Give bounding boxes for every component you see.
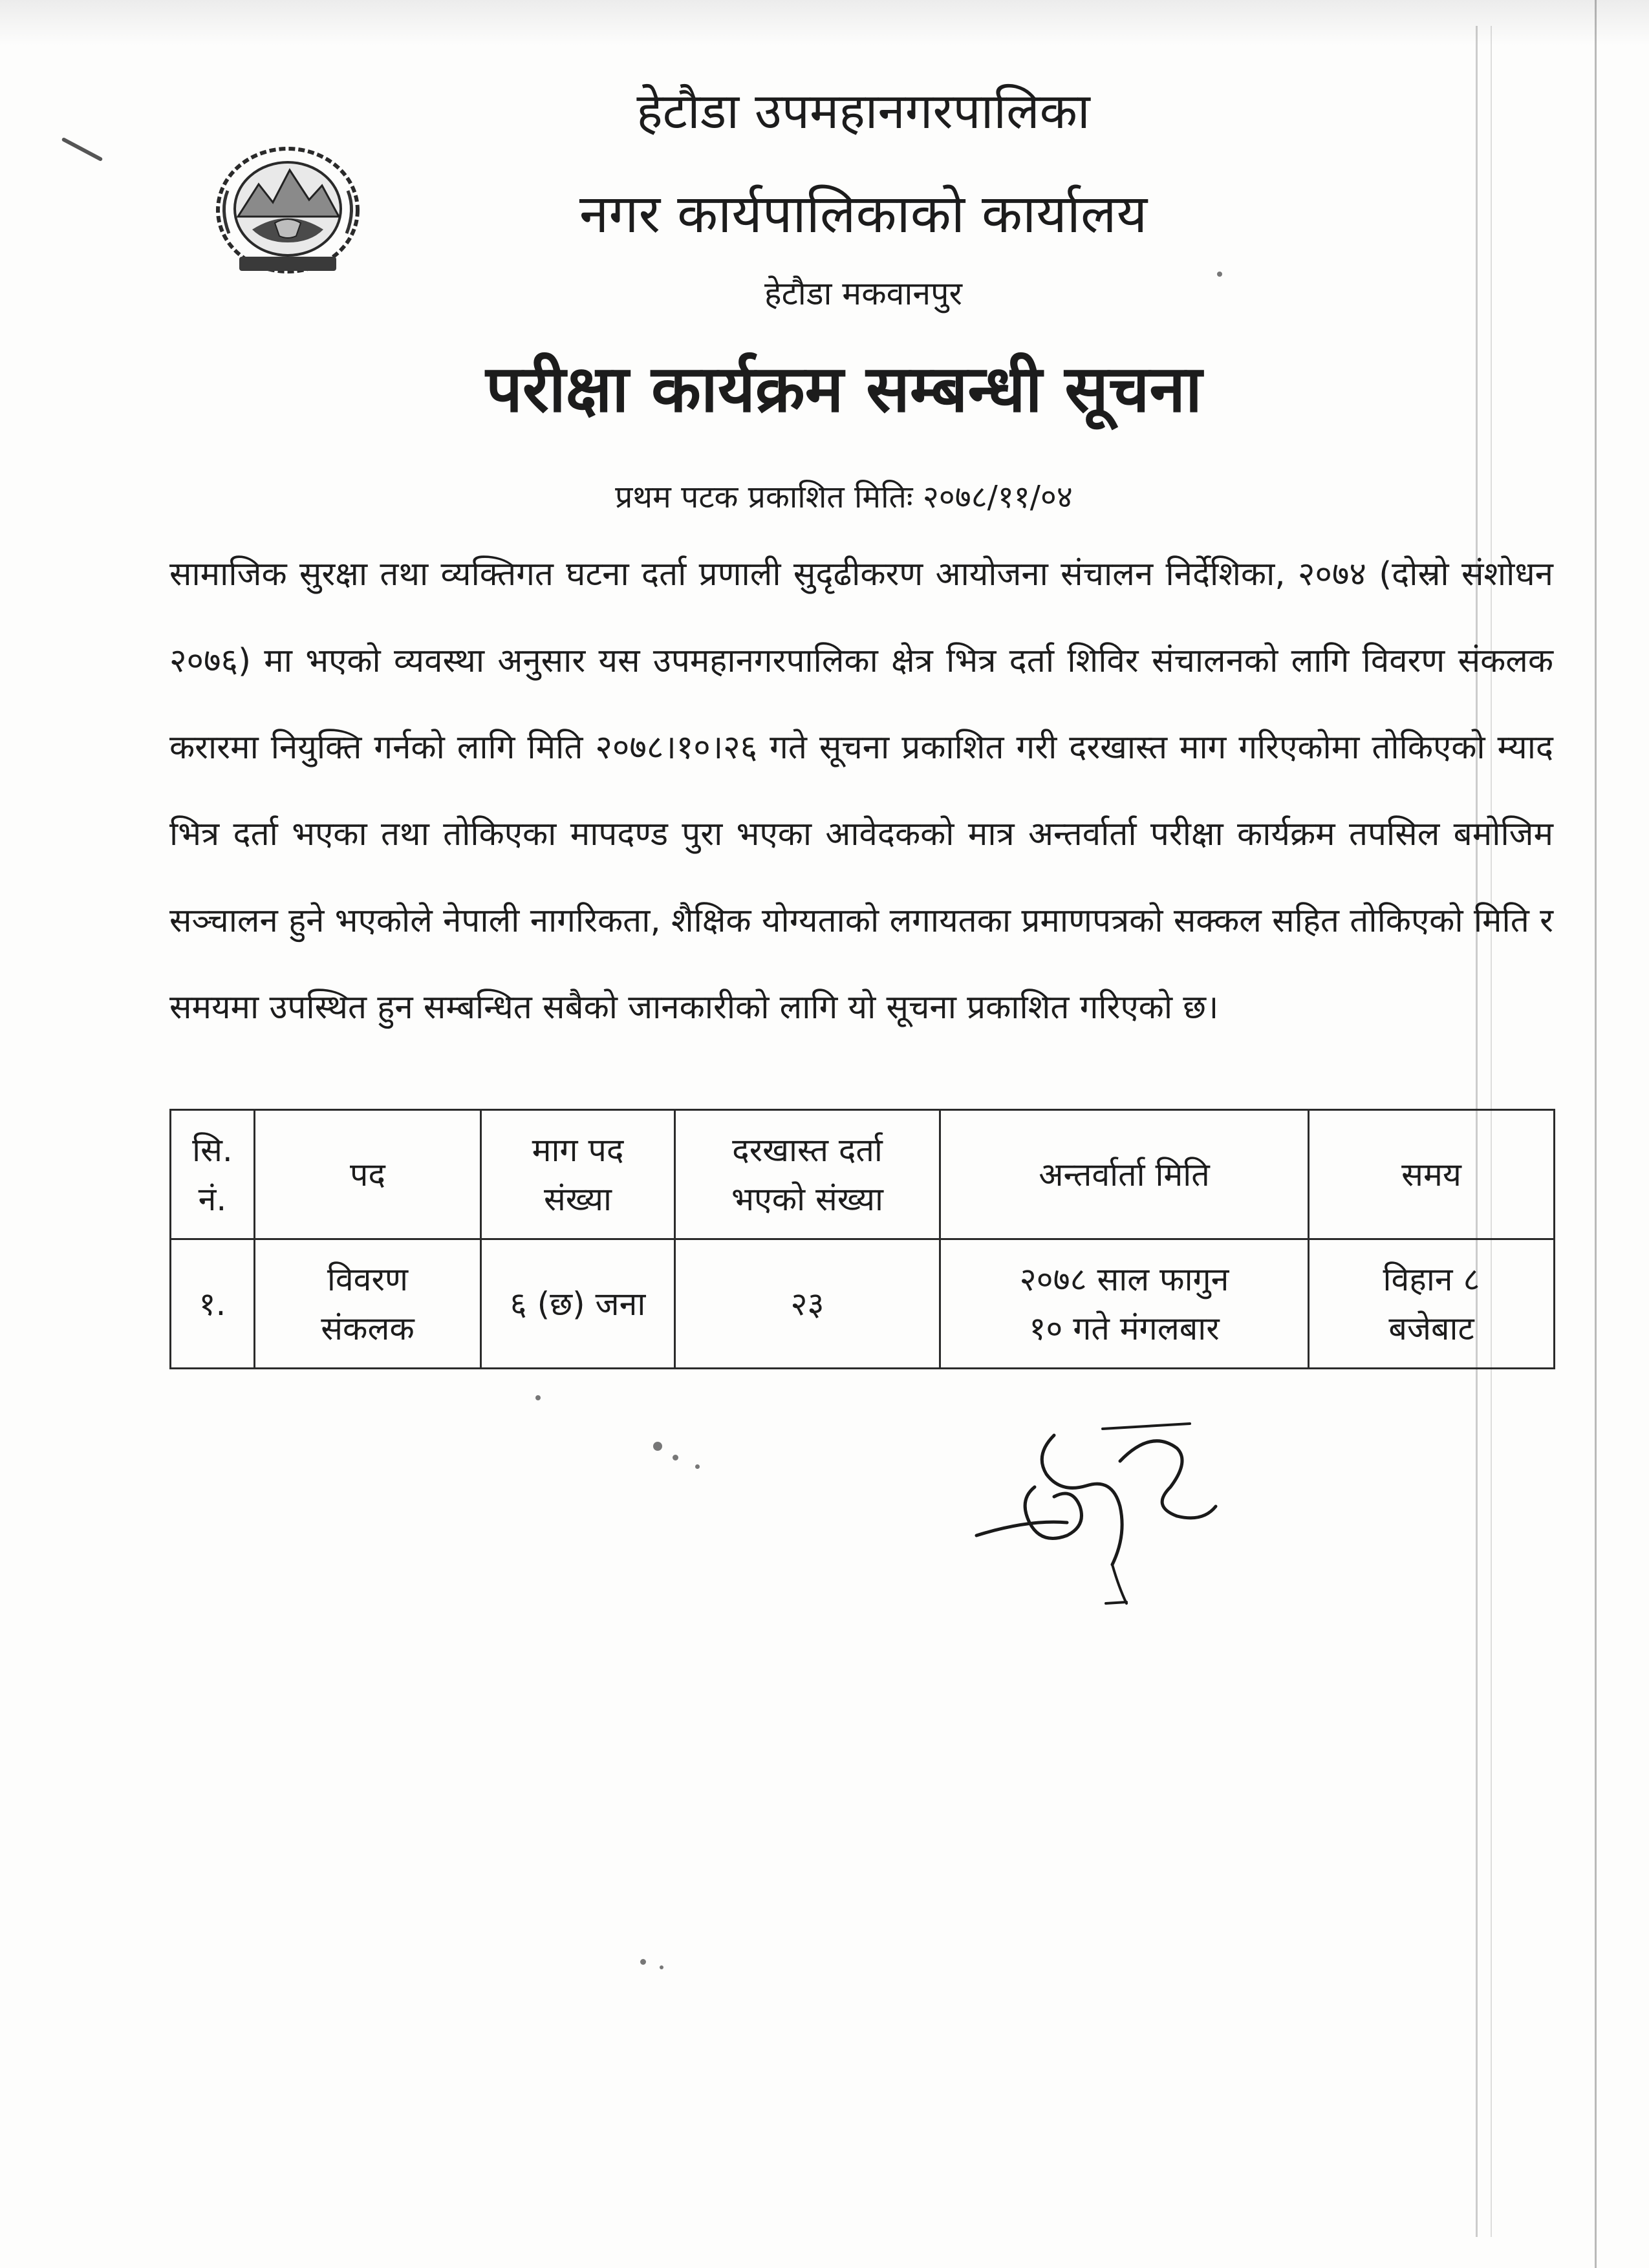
header-serial-line2: नं. [198, 1180, 227, 1218]
cell-date-line2: १० गते मंगलबार [1029, 1309, 1220, 1347]
handwritten-signature-icon [957, 1409, 1242, 1616]
cell-time-line2: बजेबाट [1388, 1309, 1474, 1347]
header-post: पद [255, 1110, 481, 1239]
notice-title: परीक्षा कार्यक्रम सम्बन्धी सूचना [486, 351, 1202, 427]
table-header-row [171, 1110, 1555, 1239]
interview-schedule-table [169, 1109, 1555, 1369]
cell-time-line1: विहान ८ [1383, 1260, 1480, 1298]
cell-interview-date [940, 1239, 1309, 1369]
header-applied-line1: दरखास्त दर्ता [732, 1131, 883, 1169]
cell-date-line1: २०७८ साल फागुन [1019, 1260, 1229, 1298]
header-interview-date: अन्तर्वार्ता मिति [940, 1110, 1309, 1239]
notice-body-paragraph: सामाजिक सुरक्षा तथा व्यक्तिगत घटना दर्ता प्रणाली सुदृढीकरण आयोजना संचालन निर्देशिका, २०७४ (दोस्रो संशोधन २०७६) मा भएको व्यवस्था अनुसार यस उपमहानगरपालिका क्षेत्र भित्र दर्ता शिविर संचालनको लागि विवरण संकलक करारमा नियुक्ति गर्नको लागि मिति २०७८।१०।२६ गते सूचना प्रकाशित गरी दरखास्त माग गरिएकोमा तोकिएको म्याद भित्र दर्ता भएका तथा तोकिएका मापदण्ड पुरा भएका आवेदकको मात्र अन्तर्वार्ता परीक्षा कार्यक्रम तपसिल बमोजिम सञ्चालन हुने भएकोले नेपाली नागरिकता, शैक्षिक योग्यताको लगायतका प्रमाणपत्रको सक्कल सहित तोकिएको मिति र समयमा उपस्थित हुन सम्बन्धित सबैको जानकारीको लागि यो सूचना प्रकाशित गरिएको छ। [169, 555, 1553, 1027]
scan-speck [640, 1959, 646, 1965]
header-serial [171, 1110, 255, 1239]
scan-speck [695, 1464, 700, 1469]
scan-speck [660, 1965, 663, 1969]
office-location: हेटौडा मकवानपुर [764, 275, 962, 312]
publication-date: प्रथम पटक प्रकाशित मितिः २०७८/११/०४ [615, 479, 1073, 515]
header-demand-line1: माग पद [532, 1131, 624, 1169]
header-applied-count [675, 1110, 940, 1239]
scan-page-edge [1595, 0, 1597, 2268]
scan-speck [535, 1395, 541, 1400]
cell-demand: ६ (छ) जना [481, 1239, 675, 1369]
header-time: समय [1309, 1110, 1555, 1239]
header-demand-count [481, 1110, 675, 1239]
scan-speck [1217, 272, 1222, 277]
municipality-name: हेटौडा उपमहानगरपालिका [636, 82, 1090, 140]
cell-post-line2: संकलक [321, 1309, 415, 1347]
cell-time [1309, 1239, 1555, 1369]
header-serial-line1: सि. [192, 1131, 233, 1169]
scan-speck [673, 1455, 678, 1460]
cell-post [255, 1239, 481, 1369]
cell-applied: २३ [675, 1239, 940, 1369]
header-applied-line2: भएको संख्या [731, 1180, 884, 1218]
scan-speck [653, 1442, 662, 1451]
header-demand-line2: संख्या [544, 1180, 612, 1218]
cell-serial: १. [171, 1239, 255, 1369]
table-row [171, 1239, 1555, 1369]
office-name: नगर कार्यपालिकाको कार्यालय [579, 184, 1148, 245]
scan-edge-shadow [0, 0, 1649, 45]
cell-post-line1: विवरण [327, 1260, 409, 1298]
